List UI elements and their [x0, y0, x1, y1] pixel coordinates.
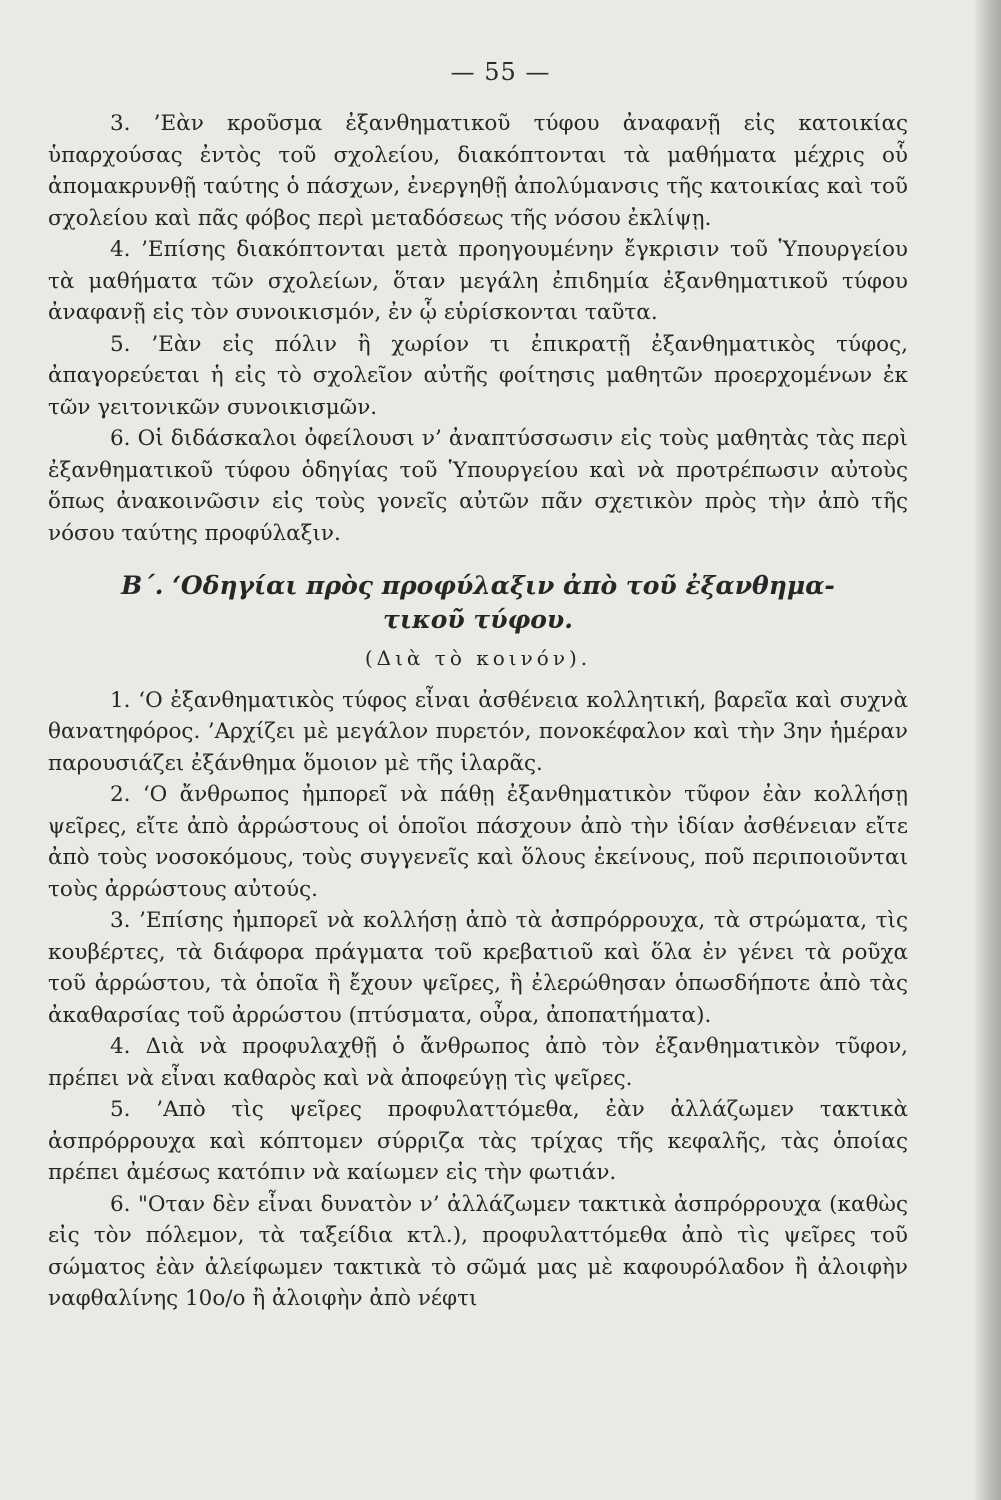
section-subheading: (Διὰ τὸ κοινόν).	[364, 646, 592, 670]
paragraph: 4. ’Επίσης διακόπτονται μετὰ προηγουμένην ἔγκρισιν τοῦ Ὑπουργείου τὰ μαθήματα τῶν σχολείων, ὅταν μεγάλη ἐπιδημία ἐξανθηματικοῦ τύφου ἀναφανῇ εἰς τὸν συνοικισμόν, ἐν ᾧ εὑρίσκονται ταῦτα.	[48, 237, 908, 325]
paragraph: 3. ’Επίσης ἠμπορεῖ νὰ κολλήσῃ ἀπὸ τὰ ἀσπρόρρουχα, τὰ στρώματα, τὶς κουβέρτες, τὰ διάφορα πράγματα τοῦ κρεβατιοῦ καὶ ὅλα ἐν γένει τὰ ροῦχα τοῦ ἀρρώστου, τὰ ὁποῖα ἢ ἔχουν ψεῖρες, ἢ ἐλερώθησαν ὁπωσδήποτε ἀπὸ τὰς ἀκαθαρσίας τοῦ ἀρρώστου (πτύσματα, οὖρα, ἀποπατήματα).	[48, 908, 908, 1028]
paragraph: 4. Διὰ νὰ προφυλαχθῇ ὁ ἄνθρωπος ἀπὸ τὸν ἐξανθηματικὸν τῦφον, πρέπει νὰ εἶναι καθαρὸς καὶ νὰ ἀποφεύγῃ τὶς ψεῖρες.	[48, 1034, 908, 1091]
paragraph: 1. ‘Ο ἐξανθηματικὸς τύφος εἶναι ἀσθένεια κολλητική, βαρεῖα καὶ συχνὰ θανατηφόρος. ’Αρχίζει μὲ μεγάλον πυρετόν, πονοκέφαλον καὶ τὴν 3ην ἡμέραν παρουσιάζει ἐξάνθημα ὅμοιον μὲ τῆς ἱλαρᾶς.	[48, 687, 908, 776]
paragraph: 6. "Οταν δὲν εἶναι δυνατὸν ν’ ἀλλάζωμεν τακτικὰ ἀσπρόρρουχα (καθὼς εἰς τὸν πόλεμον, τὰ ταξείδια κτλ.), προφυλαττόμεθα ἀπὸ τὶς ψεῖρες τοῦ σώματος ἐὰν ἀλείφωμεν τακτικὰ τὸ σῶμά μας μὲ καφουρόλαδον ἢ ἀλοιφὴν ναφθαλίνης 10ο/ο ἢ ἀλοιφὴν ἀπὸ νέφτι	[48, 1191, 908, 1311]
paragraph: 5. ’Απὸ τὶς ψεῖρες προφυλαττόμεθα, ἐὰν ἀλλάζωμεν τακτικὰ ἀσπρόρρουχα καὶ κόπτομεν σύρριζα τὰς τρίχας τῆς κεφαλῆς, τὰς ὁποίας πρέπει ἀμέσως κατόπιν νὰ καίωμεν εἰς τὴν φωτιάν.	[48, 1097, 908, 1185]
paragraph: 3. ’Εὰν κροῦσμα ἐξανθηματικοῦ τύφου ἀναφανῇ εἰς κατοικίας ὑπαρχούσας ἐντὸς τοῦ σχολείου, διακόπτονται τὰ μαθήματα μέχρις οὗ ἀπομακρυνθῇ ταύτης ὁ πάσχων, ἐνεργηθῇ ἀπολύμανσις τῆς κατοικίας καὶ τοῦ σχολείου καὶ πᾶς φόβος περὶ μεταδόσεως τῆς νόσου ἐκλίψῃ.	[48, 111, 908, 231]
paragraph: 6. Οἱ διδάσκαλοι ὀφείλουσι ν’ ἀναπτύσσωσιν εἰς τοὺς μαθητὰς τὰς περὶ ἐξανθηματικοῦ τύφου ὁδηγίας τοῦ Ὑπουργείου καὶ νὰ προτρέπωσιν αὐτοὺς ὅπως ἀνακοινῶσιν εἰς τοὺς γονεῖς αὐτῶν πᾶν σχετικὸν πρὸς τὴν ἀπὸ τῆς νόσου ταύτης προφύλαξιν.	[48, 426, 908, 546]
paragraph: 5. ’Εὰν εἰς πόλιν ἢ χωρίον τι ἐπικρατῇ ἐξανθηματικὸς τύφος, ἀπαγορεύεται ἡ εἰς τὸ σχολεῖον αὐτῆς φοίτησις μαθητῶν προερχομένων ἐκ τῶν γειτονικῶν συνοικισμῶν.	[48, 331, 908, 420]
page-body	[48, 108, 908, 1315]
section-heading-line-1: Β΄. ‘Οδηγίαι πρὸς προφύλαξιν ἀπὸ τοῦ ἐξανθημα-	[121, 571, 835, 600]
page-number: — 55 —	[450, 58, 551, 86]
paragraph: 2. ‘Ο ἄνθρωπος ἠμπορεῖ νὰ πάθῃ ἐξανθηματικὸν τῦφον ἐὰν κολλήσῃ ψεῖρες, εἴτε ἀπὸ ἀρρώστους οἱ ὁποῖοι πάσχουν ἀπὸ τὴν ἰδίαν ἀσθένειαν εἴτε ἀπὸ τοὺς νοσοκόμους, τοὺς συγγενεῖς καὶ ὅλους ἐκείνους, ποῦ περιποιοῦνται τοὺς ἀρρώστους αὐτούς.	[48, 782, 908, 902]
page-gutter-shadow	[973, 0, 1001, 1500]
section-heading-line-2: τικοῦ τύφου.	[383, 605, 573, 634]
section-heading	[48, 569, 908, 637]
